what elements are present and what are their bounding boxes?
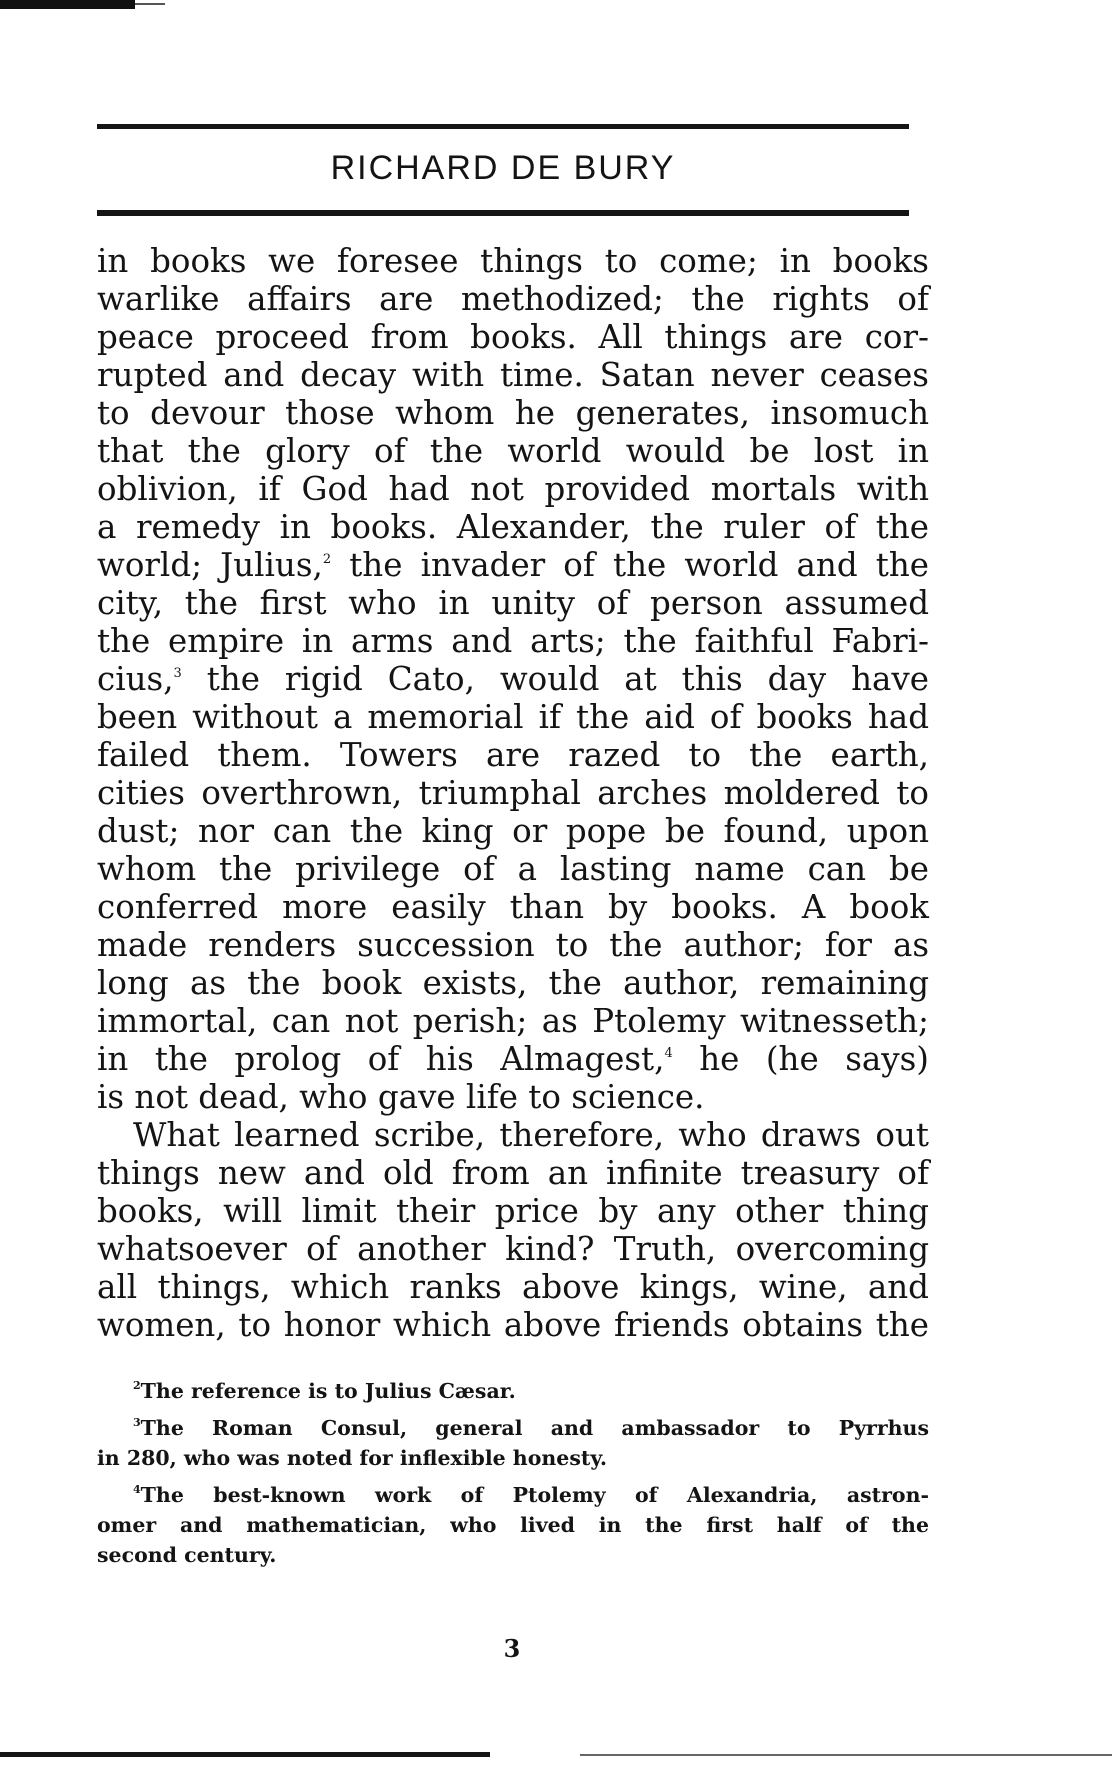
text-line: whom the privilege of a lasting name can be	[97, 850, 929, 888]
text-line-almagest	[97, 1040, 929, 1078]
footnote-line: omer and mathematician, who lived in the first half of the	[97, 1513, 929, 1537]
footnote-ref: 4	[664, 1046, 673, 1061]
text-line: What learned scribe, therefore, who draws out	[133, 1116, 929, 1154]
footnote-text: The best-known work of Ptolemy of Alexandria, astron-	[140, 1483, 929, 1507]
text-line: whatsoever of another kind? Truth, overcoming	[97, 1230, 929, 1268]
text-line: city, the first who in unity of person assumed	[97, 584, 929, 622]
text-segment: the rigid Cato, would at this day have	[206, 660, 929, 698]
text-line: made renders succession to the author; for as	[97, 926, 929, 964]
footnote	[97, 1376, 929, 1406]
footnote	[97, 1480, 929, 1570]
text-line: peace proceed from books. All things are cor-	[97, 318, 929, 356]
text-line: dust; nor can the king or pope be found, upon	[97, 812, 929, 850]
text-line: a remedy in books. Alexander, the ruler of the	[97, 508, 929, 546]
text-line: immortal, can not perish; as Ptolemy witnesseth;	[97, 1002, 929, 1040]
text-line: all things, which ranks above kings, wine, and	[97, 1268, 929, 1306]
text-line: that the glory of the world would be lost in	[97, 432, 929, 470]
text-line: been without a memorial if the aid of books had	[97, 698, 929, 736]
text-line: oblivion, if God had not provided mortals with	[97, 470, 929, 508]
text-line: books, will limit their price by any other thing	[97, 1192, 929, 1230]
text-segment: the invader of the world and the	[349, 546, 929, 584]
footnote-line	[97, 1413, 929, 1443]
footnote-mark: 2	[133, 1379, 141, 1392]
text-line: conferred more easily than by books. A book	[97, 888, 929, 926]
footnote-mark: 3	[133, 1416, 141, 1429]
text-line: to devour those whom he generates, insomuch	[97, 394, 929, 432]
footnote-line: in 280, who was noted for inflexible honesty.	[97, 1446, 608, 1470]
footnote-ref: 3	[173, 666, 182, 681]
text-line: rupted and decay with time. Satan never ceases	[97, 356, 929, 394]
text-line: warlike affairs are methodized; the rights of	[97, 280, 929, 318]
footnotes	[97, 1376, 929, 1577]
text-segment: he (he says)	[699, 1040, 929, 1078]
text-line: things new and old from an infinite treasury of	[97, 1154, 929, 1192]
body-text	[97, 242, 929, 1344]
text-line: is not dead, who gave life to science.	[97, 1078, 705, 1116]
footnote-line: second century.	[97, 1543, 277, 1567]
footnote-line	[97, 1480, 929, 1510]
text-line-fabricius	[97, 660, 929, 698]
footnote-text: The Roman Consul, general and ambassador to Pyrrhus	[140, 1416, 929, 1440]
header-rule-top	[97, 124, 909, 129]
text-line: in books we foresee things to come; in books	[97, 242, 929, 280]
page-number: 3	[503, 1634, 521, 1663]
footnote-ref: 2	[322, 552, 332, 567]
footnote-mark: 4	[133, 1483, 141, 1496]
text-segment: world; Julius,	[97, 546, 323, 584]
corner-scan-mark	[0, 0, 135, 9]
text-segment: cius,	[97, 660, 174, 698]
footnote-line	[97, 1376, 929, 1406]
text-line: women, to honor which above friends obtains the	[97, 1306, 929, 1344]
footer-rule-right	[580, 1754, 1112, 1756]
footnote	[97, 1413, 929, 1473]
header-rule-bottom	[97, 210, 909, 216]
text-segment: in the prolog of his Almagest,	[97, 1040, 665, 1078]
running-head: RICHARD DE BURY	[330, 149, 676, 187]
text-line-julius	[97, 546, 929, 584]
text-line: failed them. Towers are razed to the earth,	[97, 736, 929, 774]
footnote-text: The reference is to Julius Cæsar.	[140, 1379, 516, 1403]
footer-rule-left	[0, 1752, 490, 1757]
text-line: long as the book exists, the author, remaining	[97, 964, 929, 1002]
text-line: the empire in arms and arts; the faithful Fabri-	[97, 622, 929, 660]
text-line: cities overthrown, triumphal arches moldered to	[97, 774, 929, 812]
